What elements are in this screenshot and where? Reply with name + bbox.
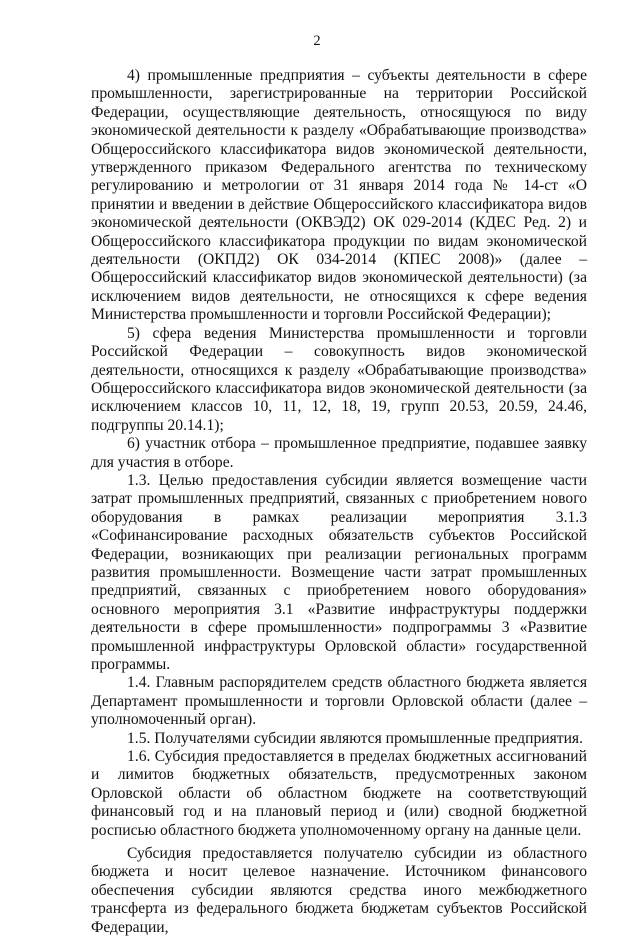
paragraph-1-4: 1.4. Главным распорядителем средств областного бюджета является Департамент промышленности и торговли Орловской области (далее – уполномоченный орган). xyxy=(91,674,587,729)
paragraph-1-5: 1.5. Получателями субсидии являются промышленные предприятия. xyxy=(127,729,584,747)
paragraph-subsidy-purpose: Субсидия предоставляется получателю субсидии из областного бюджета и носит целевое назначение. Источником финансового обеспечения субсидии являются средства иного межбюджетного трансферта из федерального бюджета бюджетам субъектов Российской Федерации, xyxy=(91,845,587,936)
paragraph-item-6: 6) участник отбора – промышленное предприятие, подавшее заявку для участия в отборе. xyxy=(91,435,587,471)
paragraph-1-6: 1.6. Субсидия предоставляется в пределах бюджетных ассигнований и лимитов бюджетных обязательств, предусмотренных законом Орловской области об областном бюджете на соответствующий финансовый год и на плановый период и (или) сводной бюджетной росписью областного бюджета уполномоченному органу на данные цели. xyxy=(91,748,587,839)
paragraph-1-3: 1.3. Целью предоставления субсидии является возмещение части затрат промышленных предприятий, связанных с приобретением нового оборудования в рамках реализации мероприятия 3.1.3 «Софинансирование расходных обязательств субъектов Российской Федерации, возникающих при реализации региональных программ развития промышленности. Возмещение части затрат промышленных предприятий, связанных с приобретением нового оборудования» основного мероприятия 3.1 «Развитие инфраструктуры поддержки деятельности в сфере промышленности» подпрограммы 3 «Развитие промышленной инфраструктуры Орловской области» государственной программы. xyxy=(91,471,587,673)
paragraph-item-5: 5) сфера ведения Министерства промышленности и торговли Российской Федерации – совокупность видов экономической деятельности, относящихся к разделу «Обрабатывающие производства» Общероссийского классификатора видов экономической деятельности (за исключением классов 10, 11, 12, 18, 19, групп 20.53, 20.59, 24.46, подгруппы 20.14.1); xyxy=(91,324,587,434)
document-body xyxy=(91,67,587,937)
page-number: 2 xyxy=(313,33,321,49)
paragraph-item-4: 4) промышленные предприятия – субъекты деятельности в сфере промышленности, зарегистрированные на территории Российской Федерации, осуществляющие деятельность, относящуюся по виду экономической деятельности к разделу «Обрабатывающие производства» Общероссийского классификатора видов экономической деятельности, утвержденного приказом Федерального агентства по техническому регулированию и метрологии от 31 января 2014 года № 14-ст «О принятии и введении в действие Общероссийского классификатора видов экономической деятельности (ОКВЭД2) ОК 029-2014 (КДЕС Ред. 2) и Общероссийского классификатора продукции по видам экономической деятельности (ОКПД2) ОК 034-2014 (КПЕС 2008)» (далее – Общероссийский классификатор видов экономической деятельности) (за исключением видов деятельности, не относящихся к сфере ведения Министерства промышленности и торговли Российской Федерации); xyxy=(91,67,587,324)
